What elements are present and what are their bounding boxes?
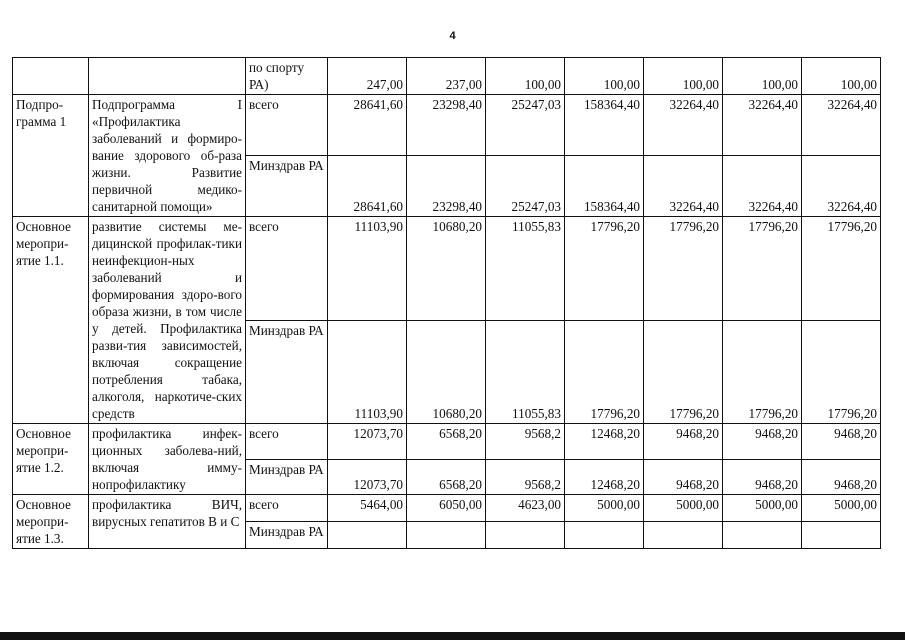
value-cell: 25247,03 [486,95,565,156]
value-cell: 17796,20 [723,320,802,424]
value-cell: 5000,00 [802,495,881,522]
value-cell: 9468,20 [802,459,881,495]
value-cell: 9468,20 [723,459,802,495]
executor-cell: Минздрав РА [246,522,328,549]
value-cell: 11055,83 [486,217,565,321]
value-cell: 100,00 [802,58,881,95]
table-row [13,217,881,321]
value-cell: 12468,20 [565,459,644,495]
value-cell: 32264,40 [723,95,802,156]
description-cell: Подпрограмма I «Профилактика заболеваний и формиро-вание здорового об-раза жизни. Развитие первичной медико-санитарной помощи» [89,95,246,217]
executor-cell: по спорту РА) [246,58,328,95]
program-cell [13,58,89,95]
value-cell: 237,00 [407,58,486,95]
value-cell: 11055,83 [486,320,565,424]
budget-table [12,57,881,549]
program-cell: Основное меропри-ятие 1.3. [13,495,89,549]
value-cell: 12073,70 [328,459,407,495]
value-cell: 32264,40 [644,95,723,156]
value-cell: 4623,00 [486,495,565,522]
description-cell: развитие системы ме-дицинской профилак-тики неинфекцион-ных заболеваний и формирования здоро-вого образа жизни, в том числе у детей. Профилактика разви-тия зависимостей, включая сокращение потребления табака, алкоголя, наркотиче-ских средств [89,217,246,424]
value-cell: 23298,40 [407,156,486,217]
value-cell: 9568,2 [486,459,565,495]
executor-cell: Минздрав РА [246,459,328,495]
table-row [13,95,881,156]
executor-cell: всего [246,495,328,522]
value-cell: 17796,20 [802,320,881,424]
value-cell [802,522,881,549]
executor-cell: всего [246,217,328,321]
value-cell: 32264,40 [723,156,802,217]
program-cell: Основное меропри-ятие 1.1. [13,217,89,424]
executor-cell: Минздрав РА [246,320,328,424]
value-cell [407,522,486,549]
value-cell: 12468,20 [565,424,644,460]
value-cell: 9568,2 [486,424,565,460]
value-cell [565,522,644,549]
value-cell: 17796,20 [565,320,644,424]
table-row [13,58,881,95]
table-body [13,58,881,549]
value-cell [723,522,802,549]
value-cell: 32264,40 [802,156,881,217]
executor-cell: Минздрав РА [246,156,328,217]
value-cell: 17796,20 [802,217,881,321]
executor-cell: всего [246,95,328,156]
table-row [13,495,881,522]
value-cell: 9468,20 [644,459,723,495]
value-cell: 5000,00 [565,495,644,522]
value-cell: 32264,40 [644,156,723,217]
value-cell: 9468,20 [644,424,723,460]
value-cell: 5000,00 [723,495,802,522]
value-cell: 9468,20 [723,424,802,460]
value-cell: 100,00 [565,58,644,95]
value-cell: 28641,60 [328,95,407,156]
value-cell: 10680,20 [407,217,486,321]
table-row [13,424,881,460]
value-cell [644,522,723,549]
value-cell: 247,00 [328,58,407,95]
description-cell: профилактика инфек-ционных заболева-ний, включая имму-нопрофилактику [89,424,246,495]
value-cell: 17796,20 [565,217,644,321]
value-cell: 6050,00 [407,495,486,522]
program-cell: Основное меропри-ятие 1.2. [13,424,89,495]
page-number: 4 [449,30,456,42]
scan-edge-bar [0,632,905,640]
value-cell: 10680,20 [407,320,486,424]
value-cell: 17796,20 [644,320,723,424]
program-cell: Подпро-грамма 1 [13,95,89,217]
value-cell: 17796,20 [644,217,723,321]
value-cell: 100,00 [723,58,802,95]
value-cell [328,522,407,549]
value-cell: 9468,20 [802,424,881,460]
value-cell: 158364,40 [565,95,644,156]
value-cell: 11103,90 [328,320,407,424]
value-cell: 17796,20 [723,217,802,321]
value-cell: 28641,60 [328,156,407,217]
executor-cell: всего [246,424,328,460]
value-cell: 100,00 [644,58,723,95]
value-cell: 100,00 [486,58,565,95]
value-cell: 5000,00 [644,495,723,522]
value-cell: 25247,03 [486,156,565,217]
description-cell [89,58,246,95]
description-cell: профилактика ВИЧ, вирусных гепатитов В и С [89,495,246,549]
value-cell: 5464,00 [328,495,407,522]
value-cell [486,522,565,549]
value-cell: 11103,90 [328,217,407,321]
value-cell: 158364,40 [565,156,644,217]
value-cell: 6568,20 [407,424,486,460]
value-cell: 23298,40 [407,95,486,156]
value-cell: 12073,70 [328,424,407,460]
value-cell: 32264,40 [802,95,881,156]
value-cell: 6568,20 [407,459,486,495]
